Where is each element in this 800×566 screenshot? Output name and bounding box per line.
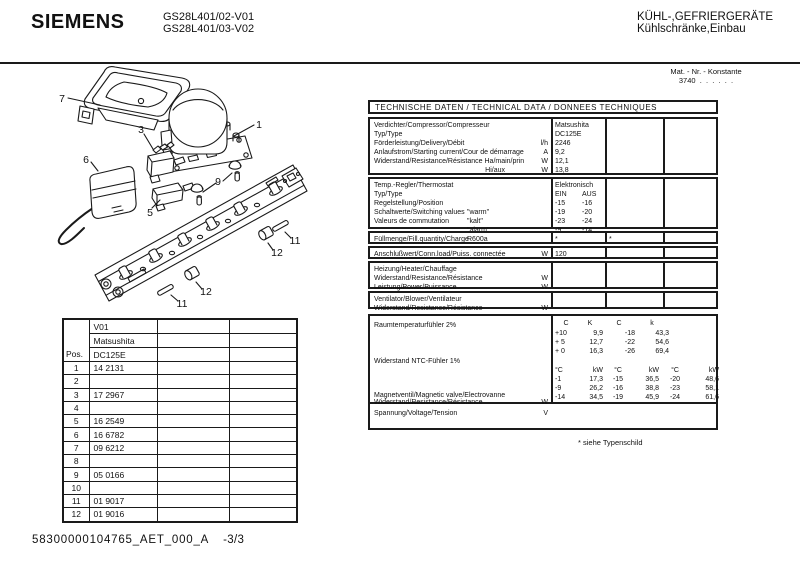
tech-row-unit: W: [541, 275, 548, 282]
grid-cell: + 0: [555, 348, 565, 355]
parts-row: [63, 441, 297, 454]
tech-row-unit: W: [541, 399, 548, 406]
parts-row: [63, 375, 297, 388]
parts-row: [63, 388, 297, 401]
parts-row: [63, 415, 297, 428]
exploded-view-diagram: [40, 62, 370, 320]
parts-row: [63, 494, 297, 507]
grid-cell: 9,9: [593, 330, 603, 337]
tech-row-label: Widerstand/Resistance/Résistance: [374, 399, 483, 406]
part-number: 17 2967: [89, 388, 157, 401]
part-label-5: 5: [147, 207, 153, 219]
tech-section-voltage: [368, 399, 718, 430]
technical-data-table: [368, 100, 718, 470]
switching-value-kalt: "kalt": [467, 218, 483, 225]
model-number-1: GS28L401/02-V01: [163, 11, 255, 23]
tech-value: 120: [555, 251, 567, 258]
part-label-12a: 12: [271, 247, 283, 259]
grid-header: kW: [708, 367, 719, 374]
empty-cell: [229, 401, 297, 414]
empty-cell: [157, 441, 229, 454]
tech-table-title-box: [368, 100, 718, 114]
ntc-sensor-label: Widerstand NTC-Fühler 1%: [374, 358, 460, 365]
grid-cell: 69,4: [655, 348, 669, 355]
tech-row-label: Ventilator/Blower/Ventilateur: [374, 296, 462, 303]
part-label-11a: 11: [289, 235, 301, 247]
document-number: 58300000104765_AET_000_A: [32, 534, 210, 546]
tech-row-unit: W: [541, 158, 548, 165]
room-sensor-label: Raumtemperaturfühler 2%: [374, 322, 457, 329]
pos-column-header: Pos.: [63, 319, 89, 362]
grid-cell: +10: [555, 330, 567, 337]
part-number: 14 2131: [89, 362, 157, 375]
empty-cell: [229, 362, 297, 375]
grid-cell: 17,3: [589, 376, 603, 383]
grid-cell: -18: [624, 330, 635, 337]
tech-value: -16: [582, 200, 593, 207]
parts-list: [62, 318, 298, 523]
empty-cell: [157, 319, 229, 334]
grid-header: °C: [555, 367, 563, 374]
tech-value: Elektronisch: [555, 182, 594, 189]
tech-row-label: Widerstand/Resistance/Résistance Ha/main/prin: [374, 158, 525, 165]
tech-row-label: Valeurs de commutation: [374, 218, 449, 225]
grid-cell: 48,6: [705, 376, 719, 383]
pos-number: 7: [63, 441, 89, 454]
empty-cell: [229, 494, 297, 507]
grid-cell: 38,8: [645, 385, 659, 392]
pos-number: 9: [63, 468, 89, 481]
grid-header: k: [650, 320, 654, 327]
empty-cell: [157, 415, 229, 428]
grid-cell: -20: [669, 376, 681, 383]
pos-number: 12: [63, 508, 89, 522]
pos-number: 11: [63, 494, 89, 507]
grid-cell: + 5: [555, 339, 565, 346]
tech-row-unit: V: [543, 410, 548, 417]
part-number: [89, 455, 157, 468]
grid-header: °C: [614, 367, 622, 374]
empty-cell: [229, 468, 297, 481]
tech-value: DC125E: [555, 131, 582, 138]
mat-nr-label: Mat. - Nr. - Konstante: [670, 67, 742, 76]
model-number-2: GS28L401/03-V02: [163, 23, 255, 35]
empty-cell: [157, 401, 229, 414]
grid-header: K: [587, 320, 593, 327]
tech-value: 13,8: [555, 167, 569, 174]
pos-number: 5: [63, 415, 89, 428]
part-number: 09 6212: [89, 441, 157, 454]
magnetic-valve-label: Magnetventil/Magnetic valve/Electrovanne: [374, 392, 506, 399]
grid-cell: -1: [555, 376, 562, 383]
tech-section-charge: [368, 231, 718, 244]
tech-row-label: Verdichter/Compressor/Compresseur: [374, 122, 490, 129]
part-label-11b: 11: [176, 298, 188, 310]
empty-cell: [157, 348, 229, 362]
parts-row: [63, 401, 297, 414]
empty-cell: [157, 455, 229, 468]
part-label-3: 3: [138, 124, 144, 136]
tech-row-label: Widerstand/Resistance/Résistance: [374, 305, 483, 312]
brand-header: Matsushita: [89, 334, 157, 348]
empty-cell: [229, 441, 297, 454]
tech-row-label: Leistung/Power/Puissance: [374, 284, 457, 291]
part-number: [89, 481, 157, 494]
parts-row: [63, 481, 297, 494]
grid-cell: 26,2: [589, 385, 603, 392]
grid-cell: 36,5: [645, 376, 659, 383]
grid-header: kW: [648, 367, 659, 374]
page-indicator: -3/3: [223, 534, 245, 546]
empty-cell: [229, 348, 297, 362]
category-line-2: Kühlschränke,Einbau: [637, 23, 746, 35]
tech-value: -19: [555, 209, 566, 216]
tech-row-label: Typ/Type: [374, 191, 403, 198]
tech-row-label: Spannung/Voltage/Tension: [374, 410, 458, 417]
grid-cell: -15: [612, 376, 624, 383]
tech-table-title: TECHNISCHE DATEN / TECHNICAL DATA / DONNEES TECHNIQUES: [375, 103, 657, 112]
pos-number: 10: [63, 481, 89, 494]
grid-cell: -26: [624, 348, 635, 355]
part-number: 05 0166: [89, 468, 157, 481]
parts-row: [63, 508, 297, 522]
typeplate-footnote: * siehe Typenschild: [578, 438, 643, 447]
empty-cell: [157, 468, 229, 481]
grid-header: °C: [671, 367, 679, 374]
pos-number: 2: [63, 375, 89, 388]
document-footer: [32, 534, 244, 546]
tech-row-unit: W: [541, 251, 548, 258]
pos-number: 6: [63, 428, 89, 441]
empty-cell: [157, 375, 229, 388]
grid-cell: 43,3: [655, 330, 669, 337]
tech-value: EIN: [555, 191, 567, 198]
tech-value: 2246: [555, 140, 571, 147]
grid-cell: -9: [555, 385, 562, 392]
type-header: DC125E: [89, 348, 157, 362]
tech-value: -20: [582, 209, 593, 216]
tech-row-unit: W: [541, 284, 548, 291]
tech-row-label: Schaltwerte/Switching values: [374, 209, 465, 216]
grid-header: kW: [592, 367, 603, 374]
tech-row-unit: l/h: [540, 140, 548, 147]
grid-cell: -16: [612, 385, 624, 392]
empty-cell: [229, 428, 297, 441]
tech-value: -15: [555, 200, 566, 207]
appliance-category: [637, 11, 773, 35]
grid-cell: -19: [612, 394, 624, 401]
grid-cell: -22: [624, 339, 635, 346]
empty-cell: [229, 375, 297, 388]
parts-row: [63, 428, 297, 441]
grid-cell: 45,9: [645, 394, 659, 401]
tech-section-sensors: [368, 314, 718, 406]
tech-row-label: Anlaufstrom/Starting current/Cour de démarrage: [374, 149, 524, 156]
tech-row-label: Widerstand/Resistance/Résistance: [374, 275, 483, 282]
tech-value: 12,1: [555, 158, 569, 165]
pos-number: 1: [63, 362, 89, 375]
tech-row-label: Anschlußwert/Conn.load/Puiss. connectée: [374, 251, 506, 258]
empty-cell: [229, 334, 297, 348]
siemens-logo: SIEMENS: [31, 11, 125, 33]
empty-cell: [157, 508, 229, 522]
empty-cell: [157, 334, 229, 348]
tech-section-compressor: [368, 117, 718, 175]
pos-number: 3: [63, 388, 89, 401]
relay-part: [152, 183, 194, 211]
tech-section-connected-load: [368, 246, 718, 259]
grid-cell: 34,5: [589, 394, 603, 401]
evaporation-unit-part: [59, 167, 136, 245]
grid-cell: 16,3: [589, 348, 603, 355]
tech-value: 9,2: [555, 149, 565, 156]
grid-cell: 12,7: [589, 339, 603, 346]
tech-row-label: Typ/Type: [374, 131, 403, 138]
refrigerant-type: R600a: [467, 236, 488, 243]
part-label-1: 1: [256, 119, 262, 131]
pos-number: 8: [63, 455, 89, 468]
grid-cell: 54,6: [655, 339, 669, 346]
part-label-12b: 12: [200, 286, 212, 298]
part-number: 16 6782: [89, 428, 157, 441]
part-number: 01 9017: [89, 494, 157, 507]
parts-row: [63, 362, 297, 375]
tech-value: -23: [555, 218, 566, 225]
material-number-constant: [640, 67, 772, 85]
tech-row-label: Förderleistung/Delivery/Débit: [374, 140, 465, 147]
tech-row-unit: W: [541, 305, 548, 312]
grid-cell: -24: [669, 394, 681, 401]
tech-row-label: Regelstellung/Position: [374, 200, 444, 207]
empty-cell: [157, 428, 229, 441]
tech-value: *: [555, 236, 558, 243]
tech-value: AUS: [582, 191, 597, 198]
empty-cell: [229, 508, 297, 522]
tech-value: *: [609, 236, 612, 243]
empty-cell: [157, 362, 229, 375]
tech-section-fan: [368, 291, 718, 312]
part-label-9: 9: [215, 176, 221, 188]
variant-header: V01: [89, 319, 157, 334]
category-line-1: KÜHL-,GEFRIERGERÄTE: [637, 11, 774, 23]
grid-cell: -23: [669, 385, 681, 392]
tech-row-label: Temp.-Regler/Thermostat: [374, 182, 454, 189]
grid-cell: 61,6: [705, 394, 719, 401]
mat-nr-value: 3740 . . . . . .: [678, 76, 734, 85]
part-number: 01 9016: [89, 508, 157, 522]
parts-row: [63, 468, 297, 481]
pos-number: 4: [63, 401, 89, 414]
tech-section-heater: [368, 261, 718, 289]
tech-row-label: Hi/aux: [485, 167, 505, 174]
part-label-6: 6: [83, 154, 89, 166]
part-number: 16 2549: [89, 415, 157, 428]
grid-cell: -14: [555, 394, 566, 401]
empty-cell: [229, 481, 297, 494]
tech-row-unit: A: [543, 149, 548, 156]
grid-header: C: [563, 320, 569, 327]
empty-cell: [157, 494, 229, 507]
switching-value-warm: "warm": [467, 209, 490, 216]
tech-section-thermostat: [368, 177, 718, 229]
part-number: [89, 375, 157, 388]
empty-cell: [157, 481, 229, 494]
tech-row-label: Füllmenge/Fill.quantity/Charge: [374, 236, 469, 243]
empty-cell: [157, 388, 229, 401]
model-numbers: [163, 11, 254, 35]
part-label-7: 7: [59, 93, 65, 105]
empty-cell: [229, 455, 297, 468]
tech-row-unit: W: [541, 167, 548, 174]
part-number: [89, 401, 157, 414]
tech-value: -24: [582, 218, 593, 225]
grid-cell: 58,1: [705, 385, 719, 392]
empty-cell: [229, 388, 297, 401]
empty-cell: [229, 319, 297, 334]
grid-header: C: [616, 320, 622, 327]
tech-value: Matsushita: [555, 122, 589, 129]
parts-row: [63, 455, 297, 468]
tech-row-label: Heizung/Heater/Chauffage: [374, 266, 457, 273]
parts-table: [62, 318, 298, 523]
empty-cell: [229, 415, 297, 428]
